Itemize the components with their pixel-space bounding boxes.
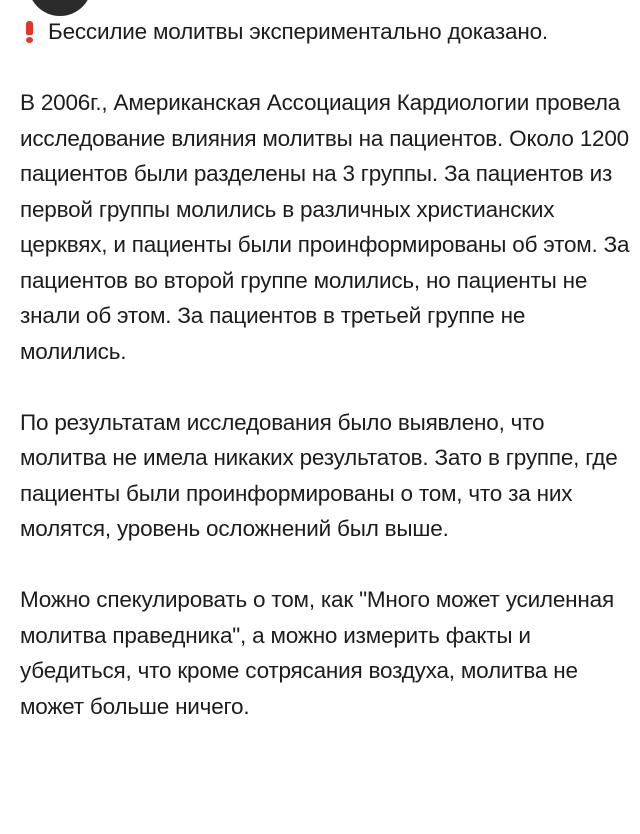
post-paragraph-2: По результатам исследования было выявлено, что молитва не имела никаких результатов. Зато в группе, где пациенты были проинформированы о том, что за них молятся, уровень осложнений был выше. (20, 409, 618, 541)
post-paragraph-1: В 2006г., Американская Ассоциация Кардиологии провела исследование влияния молитвы на пациентов. Около 1200 пациентов были разделены на 3 группы. За пациентов из первой группы молились в различных христианских церквях, и пациенты были проинформированы об этом. За пациентов во второй группе молились, но пациенты не знали об этом. За пациентов в третьей группе не молились. (20, 90, 630, 364)
post-paragraph-3: Можно спекулировать о том, как "Много может усиленная молитва праведника", а можно измерить факты и убедиться, что кроме сотрясания воздуха, молитва не может больше ничего. (20, 587, 614, 719)
exclamation-icon (20, 20, 38, 42)
post-title: Бессилие молитвы экспериментально доказано. (48, 19, 548, 44)
post-title-line (20, 14, 630, 50)
post-text (20, 14, 630, 724)
